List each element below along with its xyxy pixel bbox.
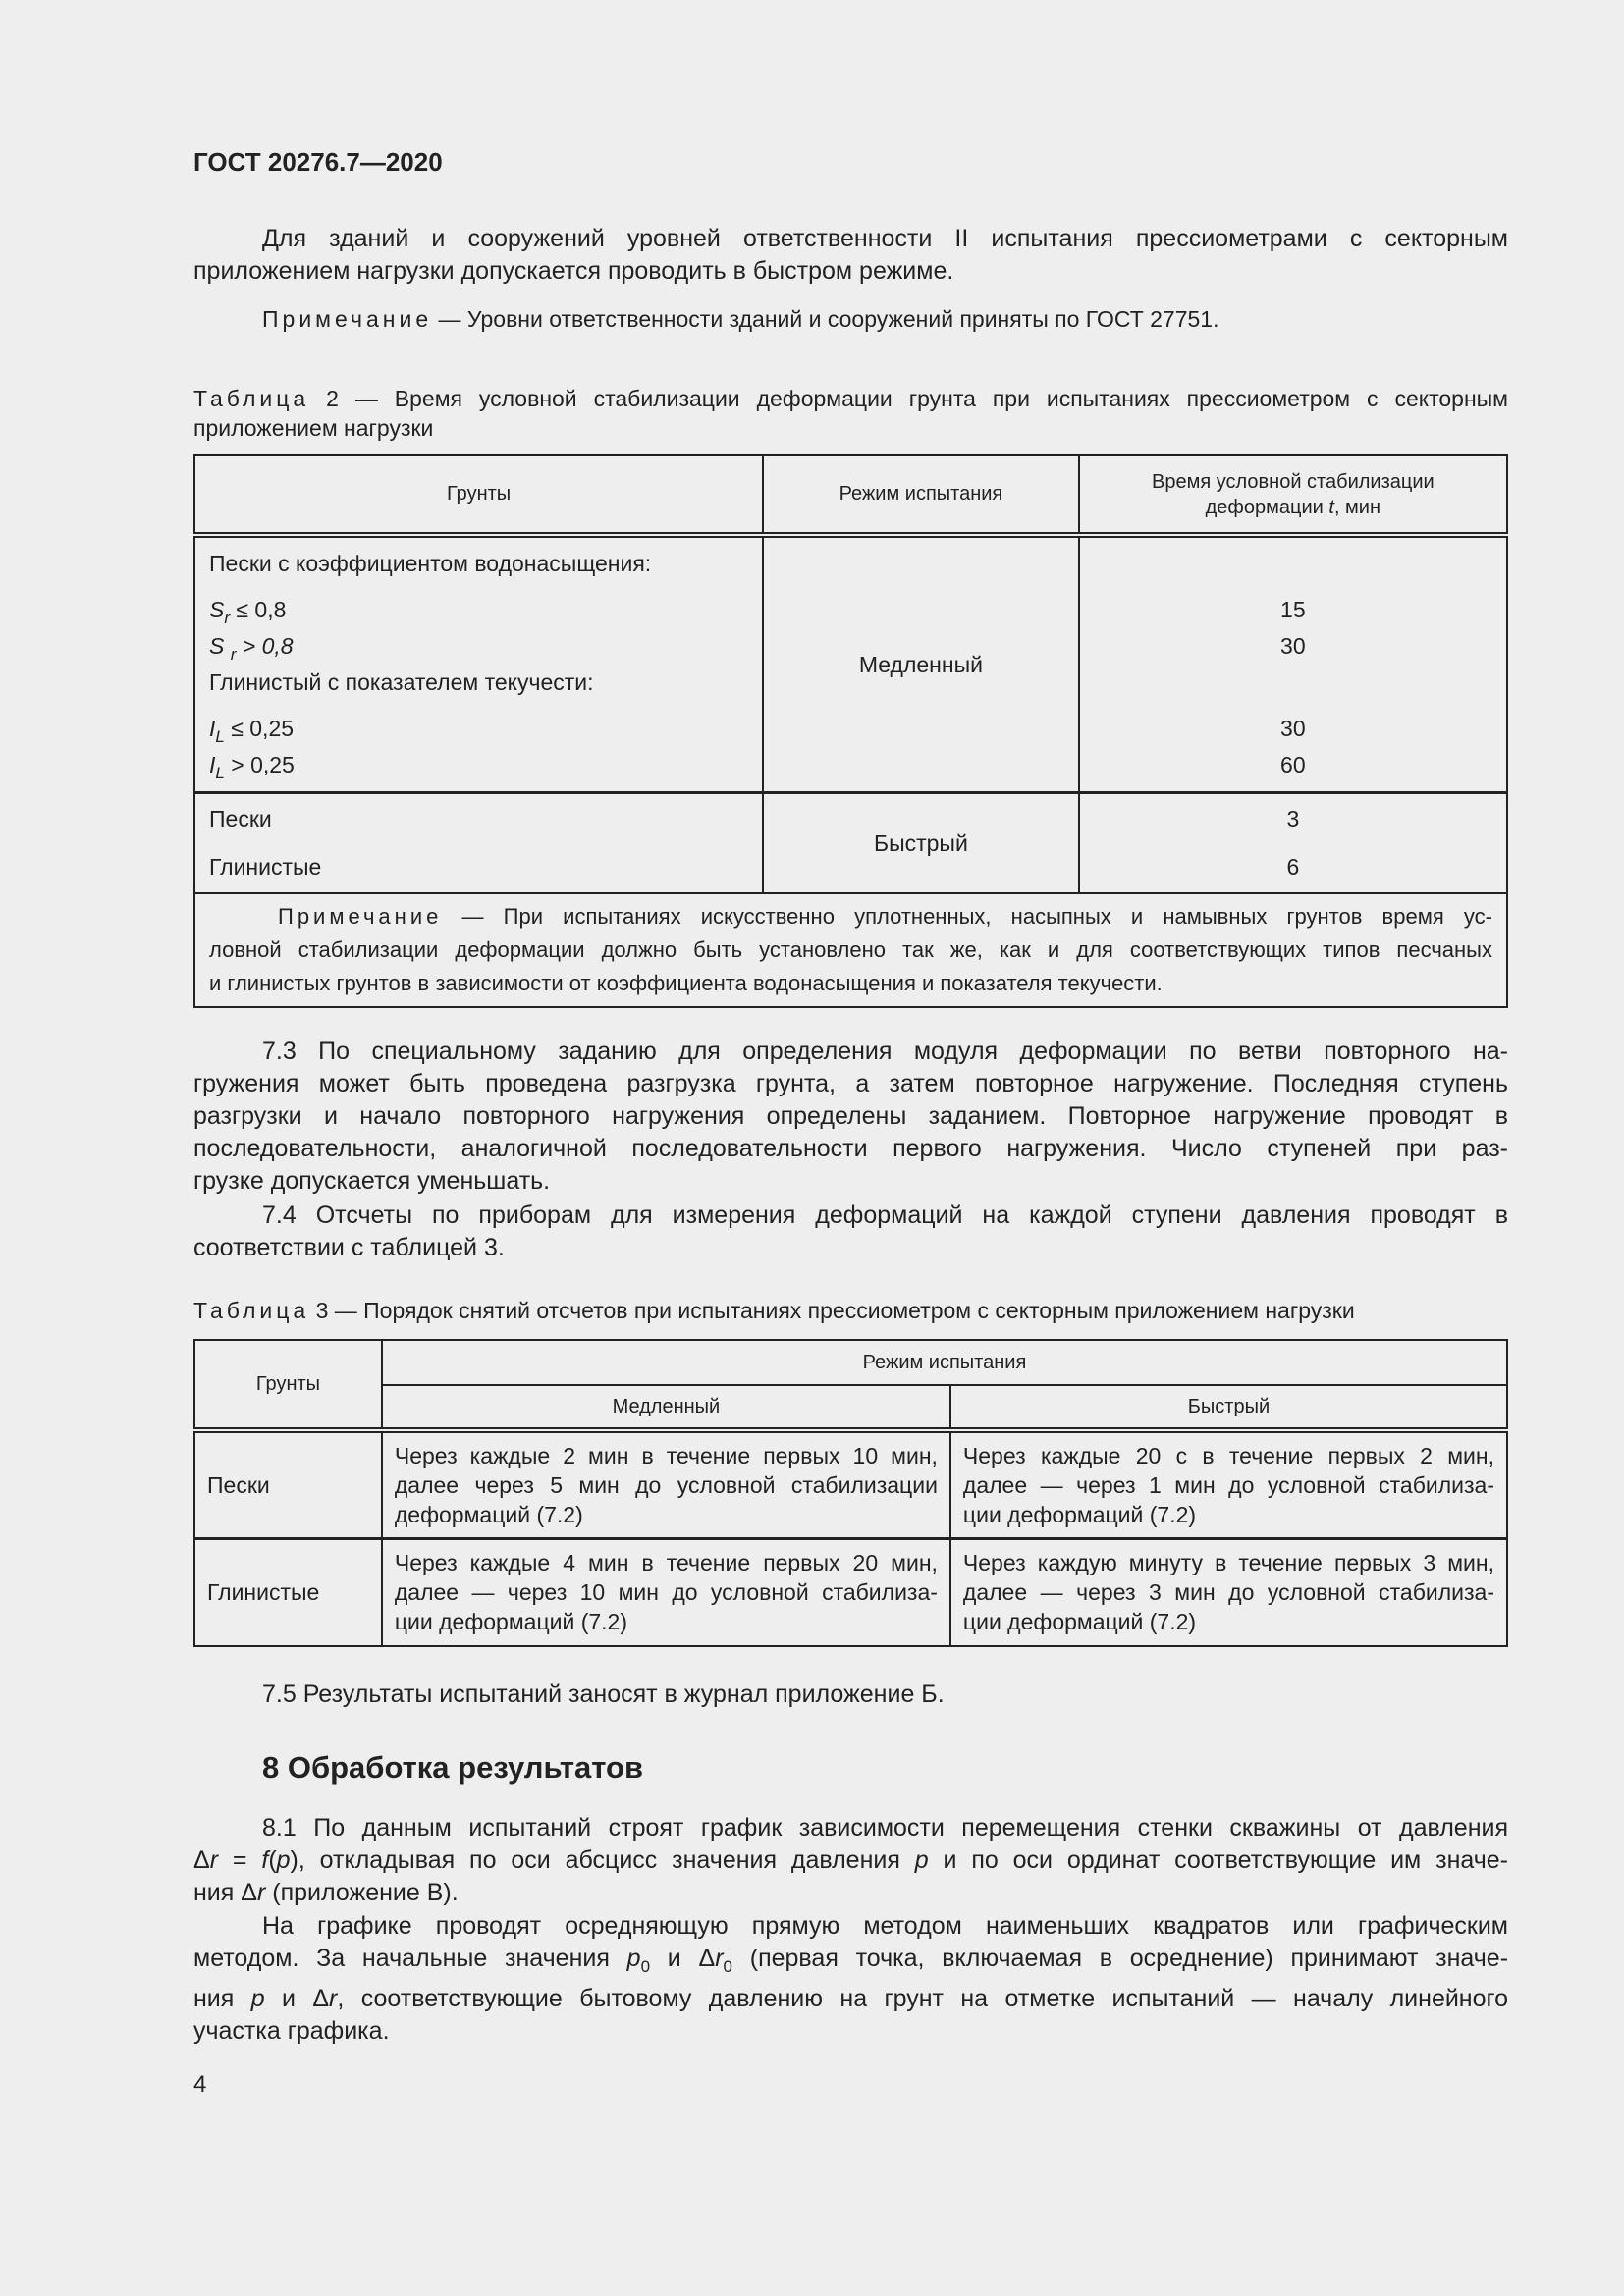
text-line: 8.1 По данным испытаний строят график зависимости перемещения стенки скважины от давления: [262, 1814, 1508, 1842]
table-2: [193, 454, 1508, 1008]
fast-soil: Пески: [209, 806, 272, 831]
header-time: [1079, 455, 1507, 535]
text-line: 7.3 По специальному заданию для определения модуля деформации по ветви повторного на-: [262, 1038, 1508, 1065]
text-line: ния Δr (приложение В).: [193, 1879, 459, 1906]
slow-soil-line: $I_L \le 0,25$: [209, 716, 295, 746]
note-text: — Уровни ответственности зданий и сооружений приняты по ГОСТ 27751.: [432, 306, 1219, 332]
slow-soil-line: $I_L > 0,25$: [209, 752, 295, 782]
fast-values-cell: [1079, 793, 1507, 894]
slow-soil-line: $S_r \le 0,8$: [209, 597, 287, 627]
slow-value: 30: [1280, 716, 1306, 741]
header-soils: Грунты: [194, 1340, 382, 1430]
slow-soil-line: S $_r$ > 0,8: [209, 633, 294, 664]
text-line: ния p и Δr, соответствующие бытовому давлению на грунт на отметке испытаний — началу линейного: [193, 1985, 1508, 2012]
intro-line: Для зданий и сооружений уровней ответственности II испытания прессиометрами с секторным: [262, 225, 1508, 252]
slow-soils-cell: [194, 535, 763, 793]
text-line: 7.4 Отсчеты по приборам для измерения деформаций на каждой ступени давления проводят в: [262, 1201, 1508, 1229]
fast-value: 3: [1286, 806, 1300, 831]
paragraph-8-1: [193, 1812, 1508, 1909]
slow-value: 15: [1280, 597, 1306, 622]
cell-line: далее — через 10 мин до условной стабилиза-: [394, 1579, 938, 1606]
cell-line: Через каждые 20 с в течение первых 2 мин,: [962, 1442, 1494, 1468]
slow-cell: [382, 1538, 950, 1646]
caption-text: 3 — Порядок снятий отсчетов при испытаниях прессиометром с секторным приложением нагрузки: [309, 1298, 1355, 1323]
note-text: и глинистых грунтов в зависимости от коэффициента водонасыщения и показателя текучести.: [209, 971, 1163, 995]
page-number: 4: [193, 2071, 207, 2098]
text-line: соответствии с таблицей 3.: [193, 1234, 505, 1261]
header-time-line2: деформации t, мин: [1205, 496, 1381, 518]
paragraph-7-3: [193, 1036, 1508, 1198]
cell-line: ции деформаций (7.2): [962, 1609, 1197, 1635]
fast-cell: [950, 1538, 1507, 1646]
table-3: [193, 1339, 1508, 1647]
cell-line: Через каждую минуту в течение первых 3 мин,: [962, 1550, 1494, 1576]
cell-line: далее — через 1 мин до условной стабилиза-: [962, 1471, 1494, 1498]
fast-soils-cell: [194, 793, 763, 894]
cell-line: далее через 5 мин до условной стабилизации: [394, 1471, 938, 1498]
cell-line: Через каждые 2 мин в течение первых 10 мин,: [394, 1442, 938, 1468]
soil-cell: Пески: [194, 1430, 382, 1538]
fast-soil: Глинистые: [209, 854, 322, 880]
text-line: участка графика.: [193, 2017, 390, 2045]
slow-soil-line: Пески с коэффициентом водонасыщения:: [209, 551, 652, 576]
header-mode: Режим испытания: [382, 1340, 1507, 1385]
text-line: На графике проводят осредняющую прямую методом наименьших квадратов или графическим: [262, 1912, 1508, 1940]
cell-line: далее — через 3 мин до условной стабилиза-: [962, 1579, 1494, 1606]
caption-text: приложением нагрузки: [193, 415, 434, 441]
header-soils: Грунты: [194, 455, 763, 535]
paragraph-7-5: 7.5 Результаты испытаний заносят в журнал приложение Б.: [262, 1681, 945, 1708]
fast-mode-cell: Быстрый: [763, 793, 1079, 894]
header-mode: Режим испытания: [763, 455, 1079, 535]
note-text: — При испытаниях искусственно уплотненных, насыпных и намывных грунтов время ус-: [442, 904, 1492, 929]
fast-value: 6: [1286, 854, 1300, 880]
slow-values-cell: [1079, 535, 1507, 793]
slow-value: [1094, 546, 1492, 582]
header-slow: Медленный: [382, 1385, 950, 1430]
slow-soil-line: Глинистый с показателем текучести:: [209, 669, 594, 695]
intro-paragraph: [193, 223, 1508, 288]
caption-label: Таблица: [193, 386, 310, 411]
text-line: гружения может быть проведена разгрузка грунта, а затем повторное нагружение. Последняя ступень: [193, 1070, 1508, 1097]
note-text: ловной стабилизации деформации должно быть установлено так же, как и для соответствующих типов песчаных: [209, 937, 1492, 962]
fast-cell: [950, 1430, 1507, 1538]
text-line: разгрузки и начало повторного нагружения определены заданием. Повторное нагружение проводят в: [193, 1102, 1508, 1130]
slow-mode-cell: Медленный: [763, 535, 1079, 793]
text-line: Δr = f(p), откладывая по оси абсцисс значения давления p и по оси ординат соответствующие им значе-: [193, 1846, 1508, 1874]
table2-caption: [193, 384, 1508, 443]
intro-note: [262, 306, 1218, 333]
caption-text: 2 — Время условной стабилизации деформации грунта при испытаниях прессиометром с секторным: [309, 386, 1508, 411]
paragraph-7-4: [193, 1200, 1508, 1264]
cell-line: Через каждые 4 мин в течение первых 20 мин,: [394, 1550, 938, 1576]
slow-value: 60: [1280, 752, 1306, 777]
caption-label: Таблица: [193, 1298, 310, 1323]
note-label: Примечание: [262, 306, 433, 332]
table2-note: [194, 893, 1507, 1007]
section-8-heading: 8 Обработка результатов: [262, 1750, 644, 1785]
table3-caption: [193, 1296, 1508, 1325]
header-fast: Быстрый: [950, 1385, 1507, 1430]
note-label: Примечание: [278, 904, 443, 929]
cell-line: деформаций (7.2): [394, 1501, 583, 1527]
text-line: последовательности, аналогичной последовательности первого нагружения. Число ступеней при раз-: [193, 1135, 1508, 1162]
soil-cell: Глинистые: [194, 1538, 382, 1646]
slow-value: 30: [1280, 633, 1306, 659]
header-time-line1: Время условной стабилизации: [1152, 470, 1435, 493]
paragraph-8-2: [193, 1910, 1508, 2048]
slow-cell: [382, 1430, 950, 1538]
cell-line: ции деформаций (7.2): [394, 1609, 628, 1635]
cell-line: ции деформаций (7.2): [962, 1501, 1197, 1527]
document-header: ГОСТ 20276.7—2020: [193, 147, 443, 177]
text-line: грузке допускается уменьшать.: [193, 1167, 551, 1195]
slow-value: [1094, 665, 1492, 701]
text-line: методом. За начальные значения $p_0$ и $\Delta r_0$ (первая точка, включаемая в осреднение) принимают значе-: [193, 1945, 1509, 1976]
intro-line: приложением нагрузки допускается проводить в быстром режиме.: [193, 257, 954, 285]
